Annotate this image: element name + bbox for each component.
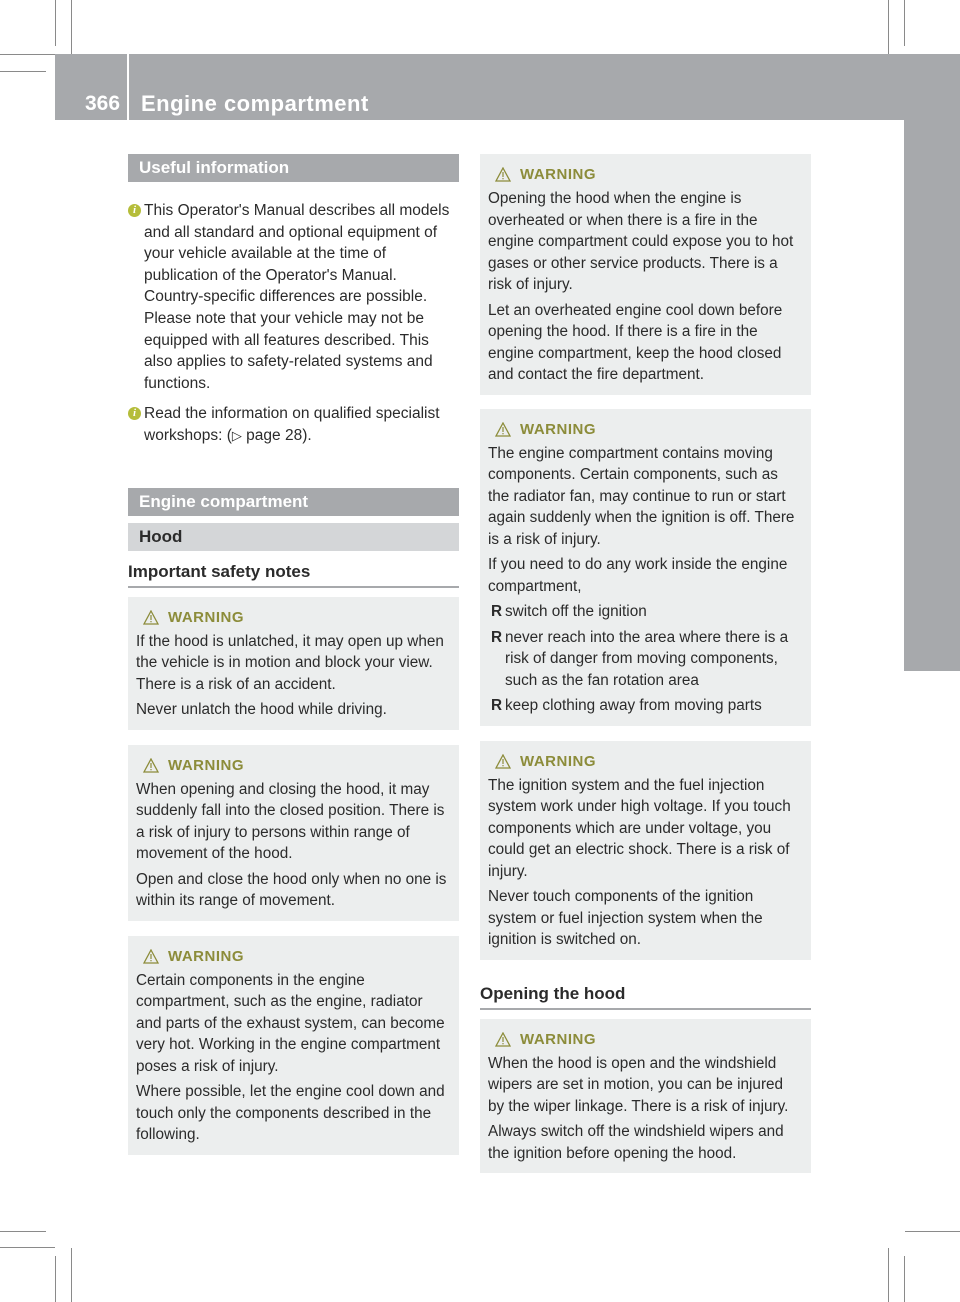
warning-title [488,1029,803,1053]
crop-mark [904,1256,905,1302]
warning-text: The ignition system and the fuel injection system work under high voltage. If you touch components which are under voltage, you could get an electric shock. There is a risk of injury. [488,776,791,880]
list-item-text: never reach into the area where there is a risk of danger from moving components, such as the fan rotation area [505,628,789,689]
crop-mark [55,0,56,46]
warning-box [128,936,459,1155]
crop-mark [905,1231,960,1232]
warning-text: When the hood is open and the windshield wipers are set in motion, you can be injured by the wiper linkage. There is a risk of injury. [488,1054,789,1115]
warning-label: WARNING [520,166,596,183]
crop-mark [0,71,46,72]
crop-mark [888,0,889,54]
info-icon: i [128,407,141,420]
warning-triangle-icon [495,167,511,182]
warning-text: Always switch off the windshield wipers and the ignition before opening the hood. [488,1123,784,1162]
warning-text: Let an overheated engine cool down before opening the hood. If there is a fire in the engine compartment, keep the hood closed and contact the fire department. [488,301,783,383]
crop-mark [55,1256,56,1302]
warning-text: If the hood is unlatched, it may open up when the vehicle is in motion and block your view. There is a risk of an accident. [136,632,444,693]
page-number: 366 [85,92,121,115]
list-item [488,601,803,623]
section-heading-engine-compartment: Engine compartment [128,488,459,516]
warning-box [480,1019,811,1174]
warning-text: If you need to do any work inside the engine compartment, [488,556,788,595]
crop-mark [0,54,55,55]
warning-title [488,751,803,775]
warning-title [136,607,451,631]
list-item-text: switch off the ignition [505,603,647,620]
warning-triangle-icon [143,758,159,773]
subheading-safety-notes: Important safety notes [128,561,459,588]
crop-mark [71,0,72,54]
warning-box [128,745,459,921]
page-reference-icon: ▷ [231,427,242,443]
page-title: Engine compartment [141,91,369,116]
info-icon: i [128,204,141,217]
warning-text: Where possible, let the engine cool down and touch only the components described in the following. [136,1083,445,1144]
left-column [128,154,459,1155]
bullet-marker: R [491,697,503,714]
info-note [128,200,459,394]
list-item [488,627,803,692]
info-note-text: This Operator's Manual describes all models and all standard and optional equipment of your vehicle available at the time of publication of the Operator's Manual. Country-specific differences are possible. Please note that your vehicle may not be equipped with all features described. This also applies to safety-related systems and functions. [144,202,450,392]
crop-mark [0,1247,55,1248]
warning-box [480,741,811,960]
warning-text: Opening the hood when the engine is overheated or when there is a fire in the engine compartment could expose you to hot gases or other service products. There is a risk of injury. [488,190,794,293]
warning-triangle-icon [495,1032,511,1047]
warning-text: Never touch components of the ignition system or fuel injection system when the ignition is switched on. [488,888,763,948]
warning-text: Never unlatch the hood while driving. [136,701,387,719]
info-note [128,403,459,446]
crop-mark [0,1231,46,1232]
header-separator [127,54,129,120]
warning-label: WARNING [168,947,244,965]
warning-label: WARNING [520,420,596,438]
warning-label: WARNING [520,1030,596,1048]
warning-label: WARNING [168,756,244,774]
warning-box [480,409,811,726]
warning-title [488,164,803,188]
crop-mark [888,1248,889,1302]
list-item-text: keep clothing away from moving parts [505,697,762,714]
warning-triangle-icon [495,422,511,437]
warning-triangle-icon [143,949,159,964]
useful-information-heading: Useful information [128,154,459,182]
bullet-marker: R [491,628,503,646]
chapter-side-tab [904,54,960,671]
list-item [488,695,803,717]
warning-text: When opening and closing the hood, it may suddenly fall into the closed position. There is a risk of injury to persons within range of movement of the hood. [136,780,445,863]
warning-box [128,597,459,730]
subheading-opening-hood: Opening the hood [480,983,811,1010]
warning-text: Open and close the hood only when no one is within its range of movement. [136,870,447,910]
bullet-list [488,601,803,717]
crop-mark [71,1248,72,1302]
page-reference-link[interactable]: page 28). [241,426,312,444]
chapter-label: Maintenance and care [87,392,113,643]
warning-label: WARNING [168,608,244,626]
warning-triangle-icon [143,610,159,625]
warning-text: Certain components in the engine compartment, such as the engine, radiator and parts of the exhaust system, can become very hot. Working in the engine compartment poses a risk of injury. [136,971,445,1075]
info-note-text: Read the information on qualified specialist workshops: ( [144,405,440,444]
warning-triangle-icon [495,754,511,769]
warning-title [136,946,451,970]
warning-box [480,154,811,395]
right-column [480,154,811,1173]
warning-title [136,755,451,779]
warning-text: The engine compartment contains moving components. Certain components, such as the radiator fan, may continue to run or start again suddenly when the ignition is off. There is a risk of injury. [488,444,795,548]
warning-label: WARNING [520,752,596,770]
warning-title [488,419,803,443]
subsection-heading-hood: Hood [128,523,459,551]
crop-mark [904,0,905,46]
bullet-marker: R [491,603,503,620]
